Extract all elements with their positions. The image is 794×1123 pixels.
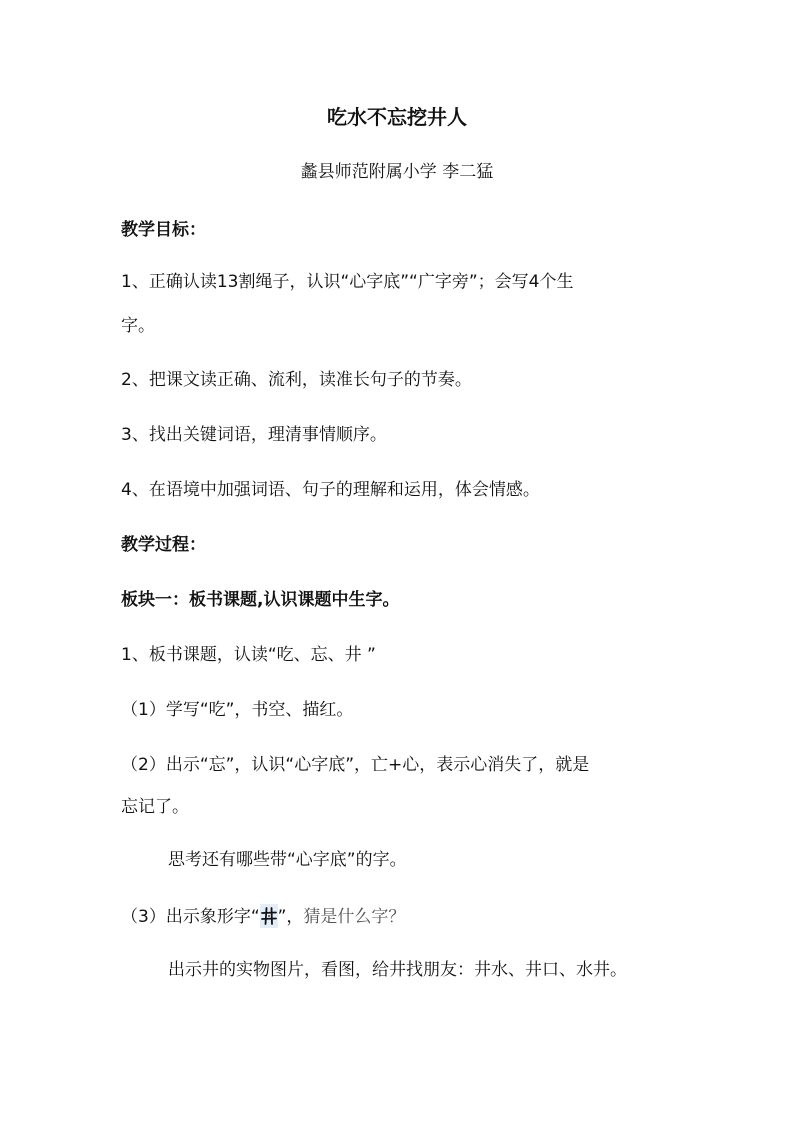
document-title: 吃水不忘挖井人 [327,105,467,129]
substep-3 [121,904,405,928]
substep-1: （1）学写“吃”，书空、描红。 [121,700,354,720]
think-prompt: 思考还有哪些带“心字底”的字。 [168,850,407,870]
substep-3-question: 猜是什么字？ [303,907,406,927]
goal-1-line-2: 字。 [121,316,155,336]
substep-2-line-1: （2）出示“忘”，认识“心字底”，亡+心，表示心消失了，就是 [121,755,590,775]
substep-3-suffix: ”， [277,907,304,927]
show-well-picture: 出示井的实物图片，看图，给井找朋友：井水、井口、水井。 [168,960,627,980]
substep-3-prefix: （3）出示象形字“ [121,907,260,927]
process-heading: 教学过程： [121,535,206,555]
block-1-heading: 板块一：板书课题,认识课题中生字。 [121,590,400,610]
step-1: 1、板书课题，认读“吃、忘、井 ” [121,645,376,665]
goal-3: 3、找出关键词语，理清事情顺序。 [121,425,387,445]
goal-1-line-1: 1、正确认读13割绳子，认识“心字底”“广字旁”；会写4个生 [121,272,574,292]
goal-2: 2、把课文读正确、流利，读准长句子的节奏。 [121,370,472,390]
well-pictograph-icon [260,904,278,928]
document-subtitle: 蠡县师范附属小学 李二猛 [300,162,494,182]
goals-heading: 教学目标： [121,220,206,240]
goal-4: 4、在语境中加强词语、句子的理解和运用，体会情感。 [121,480,540,500]
substep-2-line-2: 忘记了。 [121,797,189,817]
